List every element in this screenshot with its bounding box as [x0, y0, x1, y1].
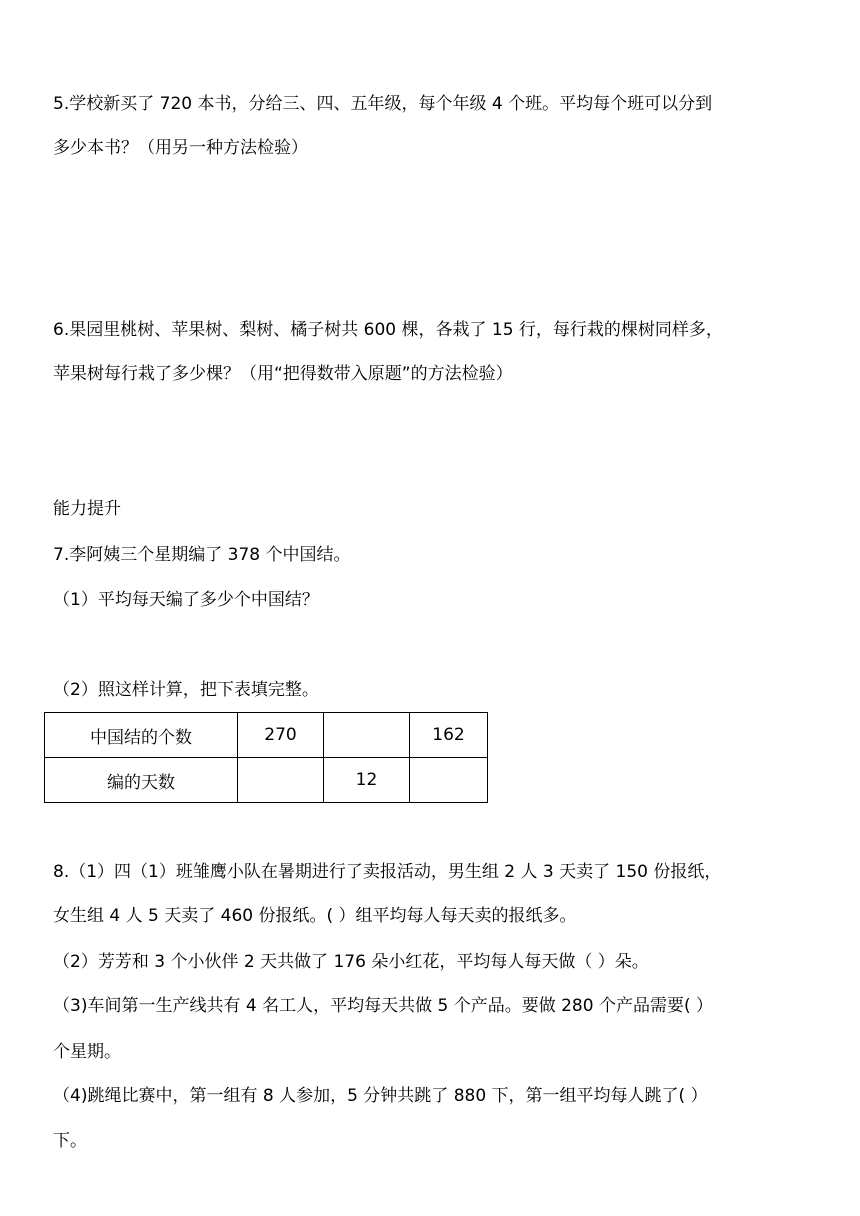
table-cell — [238, 758, 324, 803]
q8-part-4-line-1: （4)跳绳比赛中，第一组有 8 人参加，5 分钟共跳了 880 下，第一组平均每人跳了( ） — [53, 1086, 708, 1106]
q7-part-1: （1）平均每天编了多少个中国结？ — [53, 590, 319, 610]
q5-line-1: 5.学校新买了 720 本书，分给三、四、五年级，每个年级 4 个班。平均每个班可以分到 — [53, 94, 713, 114]
table-row-label: 中国结的个数 — [45, 713, 238, 758]
q8-part-1-line-2: 女生组 4 人 5 天卖了 460 份报纸。( ）组平均每人每天卖的报纸多。 — [53, 906, 577, 926]
q8-part-4-line-2: 下。 — [53, 1131, 87, 1151]
q8-part-2: （2）芳芳和 3 个小伙伴 2 天共做了 176 朵小红花，平均每人每天做（ ）朵。 — [53, 952, 649, 972]
table-cell: 270 — [238, 713, 324, 758]
table-row-label: 编的天数 — [45, 758, 238, 803]
q8-part-3-line-1: （3)车间第一生产线共有 4 名工人，平均每天共做 5 个产品。要做 280 个产品需要( ） — [53, 996, 713, 1016]
q8-part-1-line-1: 8.（1）四（1）班雏鹰小队在暑期进行了卖报活动，男生组 2 人 3 天卖了 150 份报纸， — [53, 862, 722, 882]
table-cell — [324, 713, 410, 758]
table-cell: 12 — [324, 758, 410, 803]
knot-days-table — [44, 712, 488, 803]
table-cell — [410, 758, 488, 803]
q7-stem: 7.李阿姨三个星期编了 378 个中国结。 — [53, 545, 351, 565]
table-row — [45, 713, 488, 758]
q6-line-2: 苹果树每行栽了多少棵？（用“把得数带入原题”的方法检验） — [53, 364, 513, 384]
q6-line-1: 6.果园里桃树、苹果树、梨树、橘子树共 600 棵，各栽了 15 行，每行栽的棵树同样多， — [53, 320, 723, 340]
table-row — [45, 758, 488, 803]
q8-part-3-line-2: 个星期。 — [53, 1042, 121, 1062]
q7-part-2: （2）照这样计算，把下表填完整。 — [53, 680, 319, 700]
section-title: 能力提升 — [53, 499, 121, 519]
q5-line-2: 多少本书？（用另一种方法检验） — [53, 138, 308, 158]
table-cell: 162 — [410, 713, 488, 758]
